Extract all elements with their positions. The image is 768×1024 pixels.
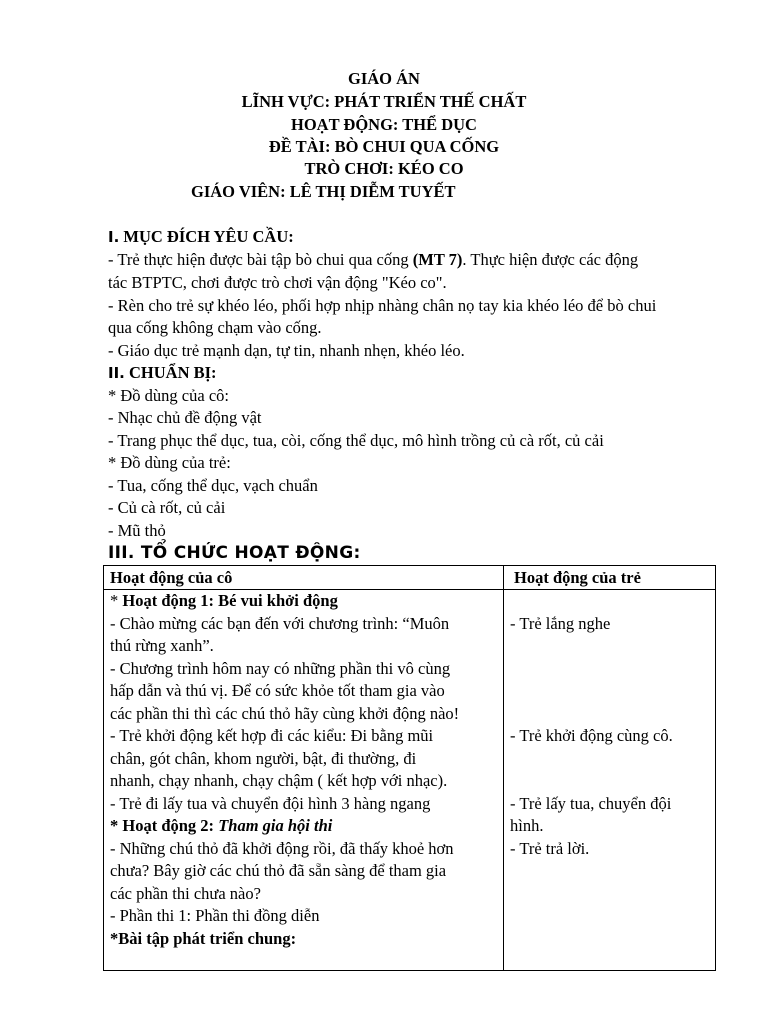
teacher-line: - Những chú thỏ đã khởi động rồi, đã thấy khoẻ hơn [110,838,454,858]
teacher-line: các phần thi thì các chú thỏ hãy cùng khởi động nào! [110,703,460,723]
section-2-line-4: * Đồ dùng của trẻ: [108,453,231,472]
doc-teacher: GIÁO VIÊN: LÊ THỊ DIỄM TUYẾT [191,182,456,201]
text-run: . Thực hiện được các động [462,250,639,269]
bullet-star: * [110,591,123,610]
section-3-heading: III. TỔ CHỨC HOẠT ĐỘNG: [108,543,361,563]
doc-subtitle-topic: ĐỀ TÀI: BÒ CHUI QUA CỐNG [268,137,500,156]
section-2-line-5: - Tua, cống thể dục, vạch chuẩn [108,476,318,495]
teacher-line: chưa? Bây giờ các chú thỏ đã sẵn sàng để tham gia [110,861,447,880]
section-1-line-2: tác BTPTC, chơi được trò chơi vận động "Kéo co". [108,273,447,292]
teacher-line: các phần thi chưa nào? [110,883,261,903]
section-1-heading [108,226,294,248]
text-run: - Trẻ thực hiện được bài tập bò chui qua cống [108,250,413,269]
child-line: - Trẻ khởi động cùng cô. [510,726,673,745]
child-line: - Trẻ trả lời. [510,838,590,858]
activities-table [103,565,716,971]
teacher-line: - Chào mừng các bạn đến với chương trình: “Muôn [110,613,450,633]
activity-2-heading [110,815,332,838]
teacher-line-bold: *Bài tập phát triển chung: [110,928,297,948]
section-1-line-3: - Rèn cho trẻ sự khéo léo, phối hợp nhịp nhàng chân nọ tay kia khéo léo để bò chui [108,296,657,315]
section-1-line-5: - Giáo dục trẻ mạnh dạn, tự tin, nhanh nhẹn, khéo léo. [108,341,465,360]
child-line: - Trẻ lấy tua, chuyển đội [510,793,672,813]
teacher-line: nhanh, chạy nhanh, chạy chậm ( kết hợp với nhạc). [110,771,448,790]
teacher-activity-header: Hoạt động của cô [104,566,504,590]
section-1-line-1 [108,249,638,271]
doc-subtitle-field: LĨNH VỰC: PHÁT TRIỂN THẾ CHẤT [241,92,527,111]
section-1-number: I. [108,228,120,246]
text-run-bold: (MT 7) [412,250,463,269]
section-1-line-4: qua cống không chạm vào cống. [108,318,322,337]
section-2-number: II. [108,364,125,382]
activity-1-heading [110,590,338,613]
teacher-line: - Chương trình hôm nay có những phần thi vô cùng [110,658,451,678]
child-line: - Trẻ lắng nghe [510,613,611,633]
section-1-title: MỤC ĐÍCH YÊU CẦU: [119,227,294,246]
teacher-line: chân, gót chân, khom người, bật, đi thường, đi [110,748,417,768]
teacher-line: - Trẻ khởi động kết hợp đi các kiểu: Đi bằng mũi [110,726,434,745]
activity-2-prefix: * Hoạt động 2: [110,816,219,835]
child-line: hình. [510,816,544,835]
teacher-line: hấp dẫn và thú vị. Để có sức khỏe tốt tham gia vào [110,681,445,700]
child-activity-cell [504,590,716,971]
teacher-activity-cell [104,590,504,971]
table-header-row [104,566,716,590]
section-2-heading [108,362,217,384]
section-2-line-1: * Đồ dùng của cô: [108,386,229,405]
section-2-line-6: - Củ cà rốt, củ cải [108,498,226,517]
doc-subtitle-activity: HOẠT ĐỘNG: THỂ DỤC [291,115,477,134]
section-2-line-2: - Nhạc chủ đề động vật [108,408,262,427]
teacher-line: thú rừng xanh”. [110,636,214,655]
doc-subtitle-game: TRÒ CHƠI: KÉO CO [304,159,464,178]
activity-1-title: Hoạt động 1: Bé vui khởi động [122,591,338,610]
table-row [104,590,716,971]
activity-2-title: Tham gia hội thi [218,816,333,835]
section-2-line-3: - Trang phục thể dục, tua, còi, cống thể dục, mô hình trồng củ cà rốt, củ cải [108,431,604,450]
teacher-line: - Trẻ đi lấy tua và chuyển đội hình 3 hàng ngang [110,793,431,813]
section-2-title: CHUẨN BỊ: [124,363,217,382]
teacher-line: - Phần thi 1: Phần thi đồng diễn [110,906,320,925]
child-activity-header: Hoạt động của trẻ [504,566,716,590]
doc-title: GIÁO ÁN [348,69,420,88]
section-2-line-7: - Mũ thỏ [108,521,166,540]
